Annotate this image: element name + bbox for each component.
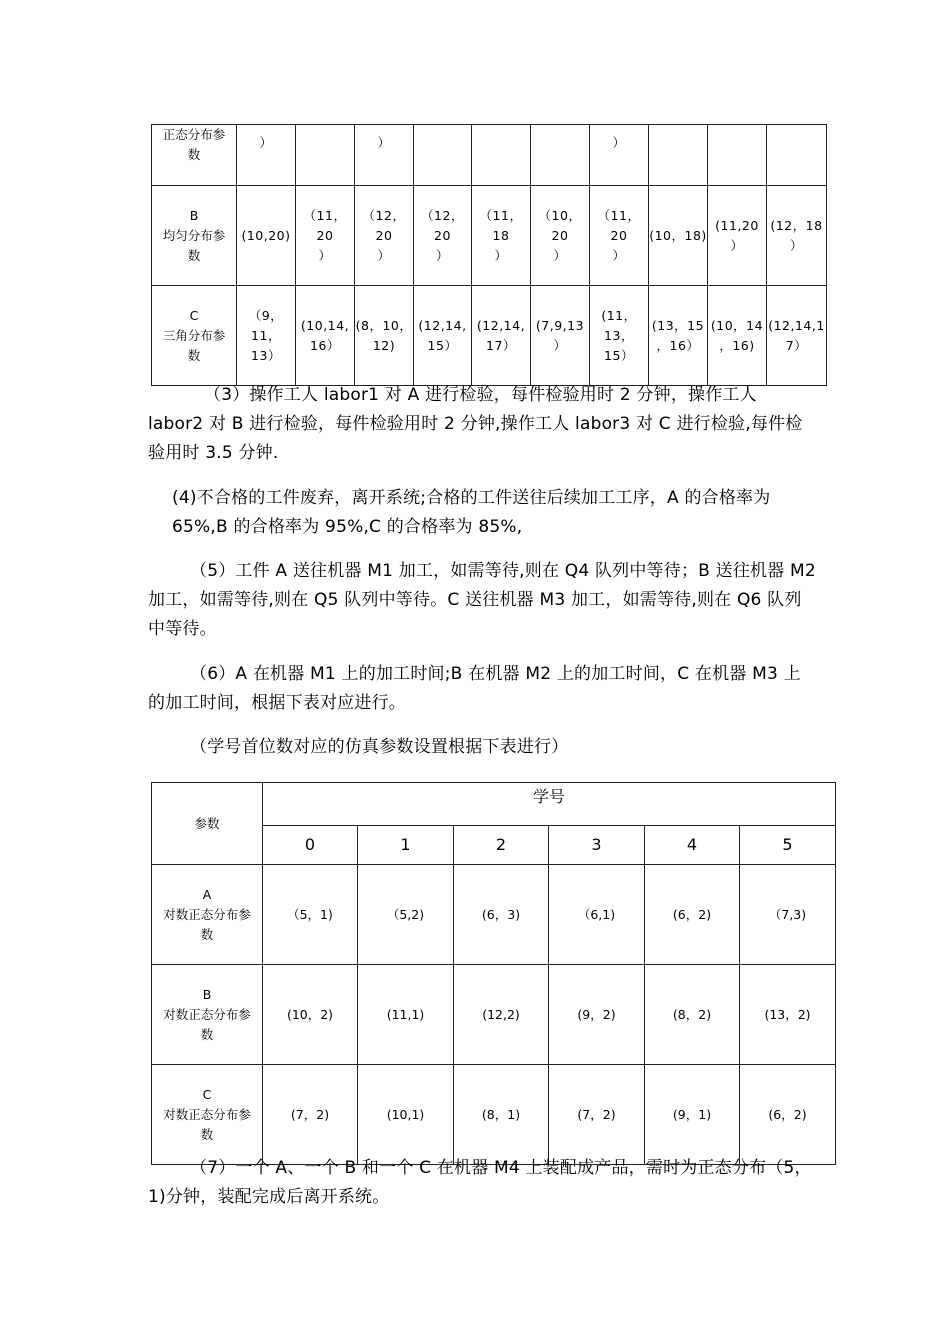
table-cell: (6，2) [740, 1065, 836, 1165]
table-cell: （5，1) [263, 865, 358, 965]
table-cell: （5,2) [358, 865, 454, 965]
table-cell: (12,2) [454, 965, 549, 1065]
table-cell: (10,14, 16） [296, 286, 355, 386]
table-cell: （10，20 ） [531, 186, 590, 286]
paragraph-7: （7）一个 A、一个 B 和一个 C 在机器 M4 上装配成产品，需时为正态分布（5，1)分钟，装配完成后离开系统。 [148, 1158, 812, 1207]
table-cell [531, 125, 590, 186]
paragraph-6: （6）A 在机器 M1 上的加工时间;B 在机器 M2 上的加工时间，C 在机器 M3 上的加工时间，根据下表对应进行。 [148, 664, 801, 713]
paragraph-3: （3）操作工人 labor1 对 A 进行检验，每件检验用时 2 分钟，操作工人 labor2 对 B 进行检验，每件检验用时 2 分钟,操作工人 labor3 对 C 进行检验,每件检验用时 3.5 分钟. [148, 385, 803, 463]
student-id-header: 学号 [263, 783, 836, 826]
table-cell: (9，1) [645, 1065, 740, 1165]
header-row [152, 783, 836, 826]
table-row [152, 865, 836, 965]
table-cell: (6，3) [454, 865, 549, 965]
table-cell: （11，20 ） [590, 186, 649, 286]
table-cell: (12,14,1 7） [767, 286, 827, 386]
table-row [152, 965, 836, 1065]
table-cell: (10，14 ，16) [708, 286, 767, 386]
table-cell: （12，20 ） [355, 186, 414, 286]
row-label: A 对数正态分布参 数 [152, 865, 263, 965]
table-row [152, 286, 827, 386]
table-cell: （6,1) [549, 865, 645, 965]
row-label: B 均匀分布参 数 [152, 186, 237, 286]
table-cell: (10，2) [263, 965, 358, 1065]
table-cell: (11，13， 15） [590, 286, 649, 386]
distribution-param-table [151, 124, 827, 386]
table-cell: ） [590, 125, 649, 186]
table-cell: (11,20 ） [708, 186, 767, 286]
table-cell: (9，2) [549, 965, 645, 1065]
row-label: 正态分布参 数 [152, 125, 237, 186]
table-cell: (8，10， 12) [355, 286, 414, 386]
table-cell [296, 125, 355, 186]
table-cell: (10,1) [358, 1065, 454, 1165]
table-cell: (10，18) [649, 186, 708, 286]
digit-header: 1 [358, 826, 454, 865]
param-header: 参数 [152, 783, 263, 865]
table-cell: ） [237, 125, 296, 186]
table-cell [767, 125, 827, 186]
digit-header: 5 [740, 826, 836, 865]
table-cell: (13，15 ，16） [649, 286, 708, 386]
table-cell: (8，2) [645, 965, 740, 1065]
table-cell: （11，18 ） [472, 186, 531, 286]
row-label: C 对数正态分布参 数 [152, 1065, 263, 1165]
row-label: C 三角分布参 数 [152, 286, 237, 386]
table-cell [414, 125, 472, 186]
table-cell: （7,3) [740, 865, 836, 965]
table-cell: （12，20 ） [414, 186, 472, 286]
table-cell: （9，11， 13） [237, 286, 296, 386]
table-cell: （11，20 ） [296, 186, 355, 286]
digit-header: 0 [263, 826, 358, 865]
table-cell: (8，1) [454, 1065, 549, 1165]
digit-header: 3 [549, 826, 645, 865]
table-row [152, 125, 827, 186]
table-cell: (6，2) [645, 865, 740, 965]
table-cell [472, 125, 531, 186]
table-cell: (7，2) [549, 1065, 645, 1165]
table-cell: (12,14, 17） [472, 286, 531, 386]
table-cell: (12,14, 15） [414, 286, 472, 386]
table-cell: (10,20) [237, 186, 296, 286]
table-caption: （学号首位数对应的仿真参数设置根据下表进行） [190, 737, 569, 757]
paragraph-5: （5）工件 A 送往机器 M1 加工，如需等待,则在 Q4 队列中等待；B 送往机器 M2 加工，如需等待,则在 Q5 队列中等待。C 送往机器 M3 加工，如需等待,则在 Q6 队列中等待。 [148, 561, 816, 639]
table-cell: (12，18 ） [767, 186, 827, 286]
row-label: B 对数正态分布参 数 [152, 965, 263, 1065]
digit-header: 4 [645, 826, 740, 865]
table-cell [708, 125, 767, 186]
table-row [152, 1065, 836, 1165]
table-cell: (7，2) [263, 1065, 358, 1165]
table-cell: (11,1) [358, 965, 454, 1065]
student-id-param-table [151, 782, 836, 1165]
table-cell: ） [355, 125, 414, 186]
table-cell [649, 125, 708, 186]
table-row [152, 186, 827, 286]
table-cell: (7,9,13 ） [531, 286, 590, 386]
digit-header: 2 [454, 826, 549, 865]
paragraph-4: (4)不合格的工件废弃，离开系统;合格的工件送往后续加工工序，A 的合格率为 65%,B 的合格率为 95%,C 的合格率为 85%, [172, 488, 771, 537]
table-cell: (13，2) [740, 965, 836, 1065]
